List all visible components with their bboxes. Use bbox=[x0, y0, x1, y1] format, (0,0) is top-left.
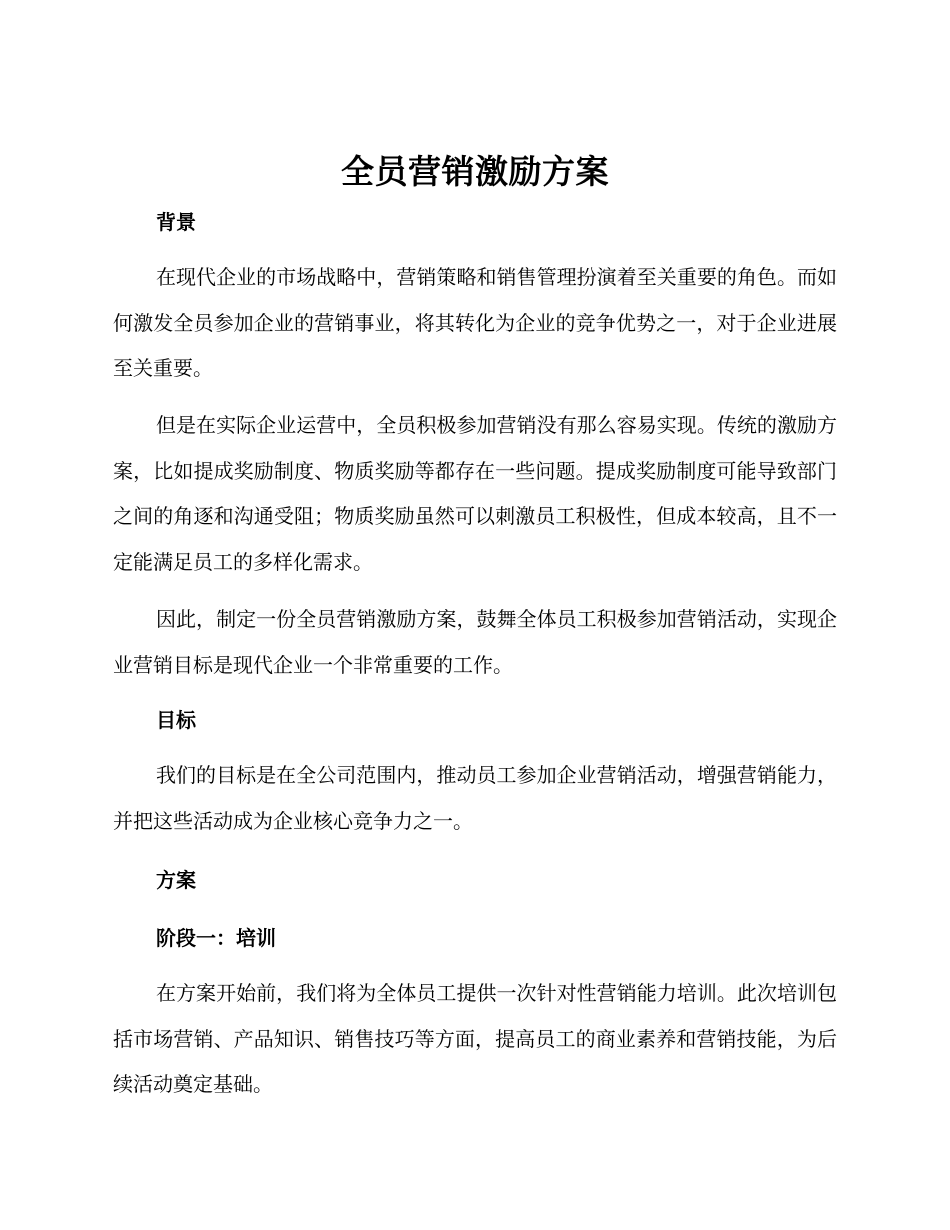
section-heading-goal: 目标 bbox=[156, 708, 196, 732]
paragraph-background-3: 因此，制定一份全员营销激励方案，鼓舞全体员工积极参加营销活动，实现企业营销目标是现代企业一个非常重要的工作。 bbox=[113, 607, 837, 677]
section-heading-background: 背景 bbox=[156, 210, 196, 234]
subsection-heading-phase1: 阶段一：培训 bbox=[156, 926, 276, 950]
paragraph-goal-1: 我们的目标是在全公司范围内，推动员工参加企业营销活动，增强营销能力，并把这些活动成为企业核心竞争力之一。 bbox=[113, 763, 837, 833]
section-heading-plan: 方案 bbox=[156, 868, 196, 892]
document-title: 全员营销激励方案 bbox=[341, 152, 609, 191]
paragraph-phase1-1: 在方案开始前，我们将为全体员工提供一次针对性营销能力培训。此次培训包括市场营销、产品知识、销售技巧等方面，提高员工的商业素养和营销技能，为后续活动奠定基础。 bbox=[113, 981, 837, 1096]
paragraph-background-1: 在现代企业的市场战略中，营销策略和销售管理扮演着至关重要的角色。而如何激发全员参加企业的营销事业，将其转化为企业的竞争优势之一，对于企业进展至关重要。 bbox=[113, 265, 837, 380]
paragraph-background-2: 但是在实际企业运营中，全员积极参加营销没有那么容易实现。传统的激励方案，比如提成奖励制度、物质奖励等都存在一些问题。提成奖励制度可能导致部门之间的角逐和沟通受阻；物质奖励虽然可以刺激员工积极性，但成本较高，且不一定能满足员工的多样化需求。 bbox=[113, 413, 837, 574]
